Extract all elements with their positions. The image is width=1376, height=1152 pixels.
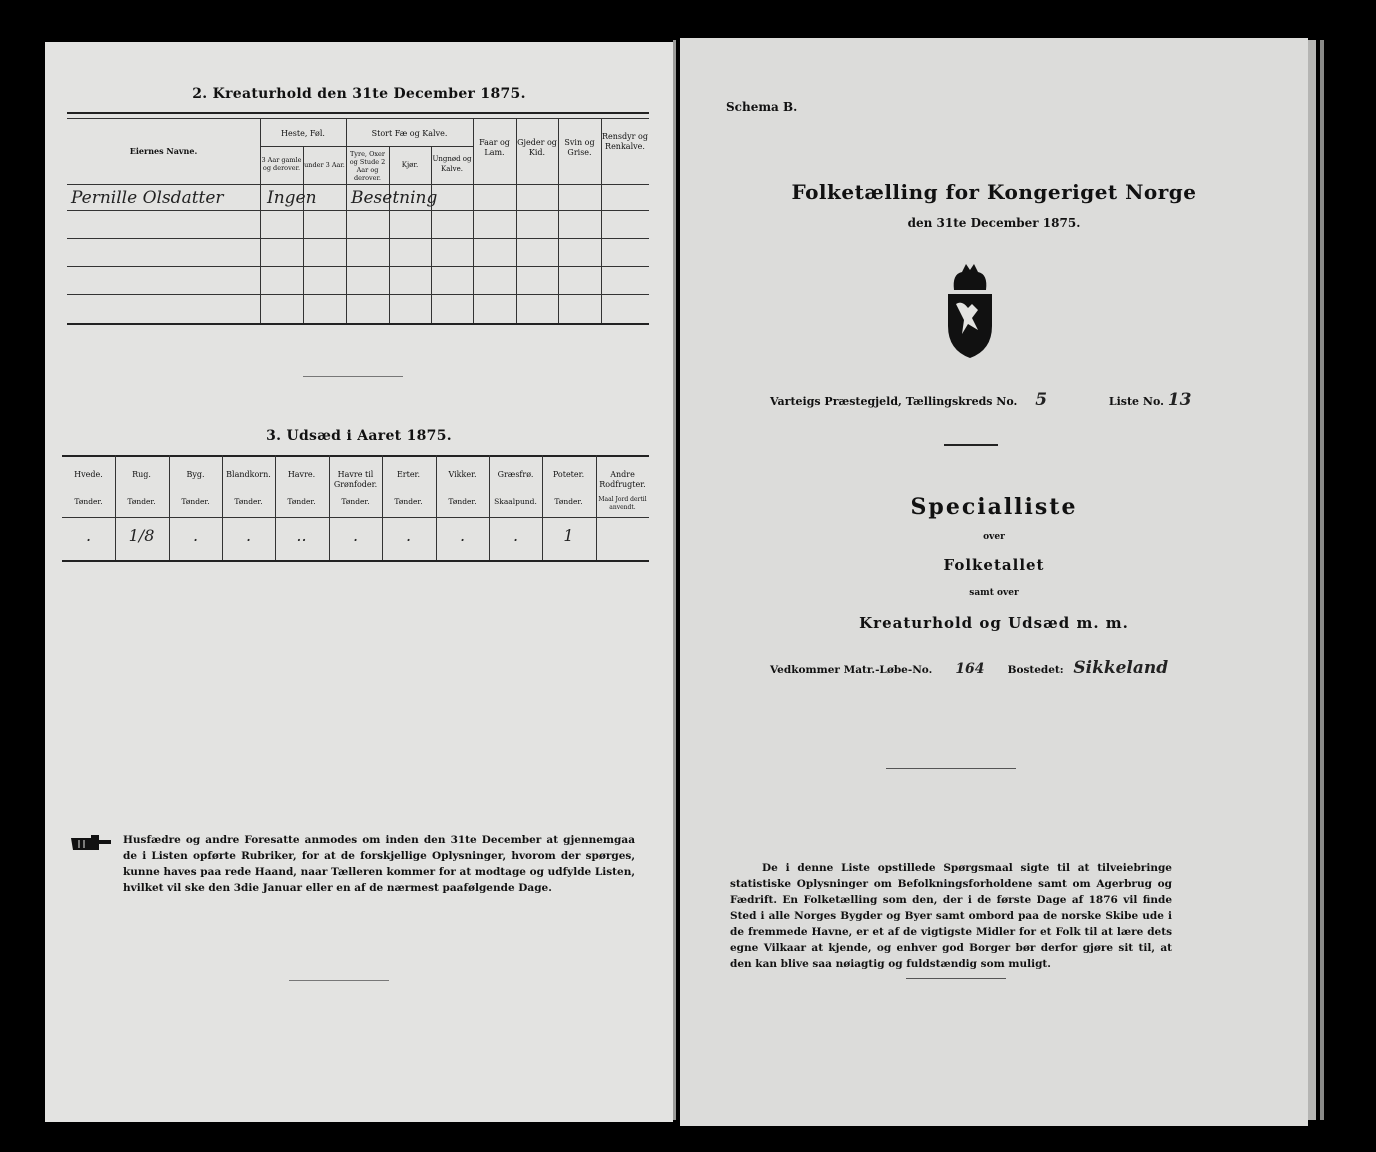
crop-unit: Tønder.: [341, 497, 370, 506]
heste-header: Heste, Føl.: [281, 129, 325, 138]
row1-heste: Ingen: [267, 188, 317, 208]
rensdyr-header: Rensdyr og Renkalve.: [602, 132, 648, 151]
crop-value: .: [85, 526, 92, 545]
notice-text: Husfædre og andre Foresatte anmodes om inden den 31te December at gjennemgaa de i Listen opførte Rubriker, for at de forskjellige Oplysninger, hvorom der spørges, kunne haves paa rede Haand, naar Tælleren kommer for at modtage og udfylde Listen, hvilket vil ske den 3die Januar eller en af de nærmest paafølgende Dage.: [123, 834, 635, 894]
crop-name: Rug.: [132, 470, 151, 479]
crop-unit: Tønder.: [74, 497, 103, 506]
liste-label: Liste No.: [1108, 395, 1164, 408]
crop-name: Poteter.: [552, 470, 585, 479]
crop-name: Erter.: [396, 470, 421, 479]
crop-name: Blandkorn.: [226, 470, 271, 479]
right-page-edge-2: [1320, 40, 1324, 1120]
crop-name: Andre Rodfrugter.: [599, 470, 646, 489]
stort-sub3: Ungnød og Kalve.: [432, 155, 472, 173]
samt-over: samt over: [969, 588, 1019, 598]
faar-header: Faar og Lam.: [479, 138, 510, 157]
matr-value: 164: [955, 661, 985, 677]
over-1: over: [983, 532, 1005, 542]
divider-3: [906, 978, 1006, 979]
kreaturhold-heading: Kreaturhold og Udsæd m. m.: [859, 614, 1129, 632]
crop-unit: Tønder.: [394, 497, 423, 506]
crop-unit: Tønder.: [287, 497, 316, 506]
heste-sub1: 3 Aar gamle og derover.: [261, 156, 302, 172]
row1-owner: Pernille Olsdatter: [71, 188, 224, 208]
crop-name: Hvede.: [74, 470, 103, 479]
crop-value: ..: [296, 526, 307, 545]
crop-unit: Skaalpund.: [494, 497, 537, 506]
left-page-edge: [673, 40, 676, 1120]
location-line: [770, 390, 1191, 410]
section3-title: 3. Udsæd i Aaret 1875.: [266, 428, 452, 444]
left-page: [45, 42, 673, 1122]
crop-value: .: [512, 526, 519, 545]
explanation-text: De i denne Liste opstillede Spørgsmaal sigte til at tilveiebringe statistiske Oplysninger om Befolkningsforholdene samt om Agerbrug og Fædrift. En Folketælling som den, der i de første Dage af 1876 vil finde Sted i alle Norges Bygder og Byer samt ombord paa de norske Skibe ude i de fremmede Havne, er et af de vigtigste Midler for et Folk til at lære dets egne Vilkaar at kjende, og enhver god Borger bør derfor gjøre sit til, at den kan blive saa nøiagtig og fuldstændig som muligt.: [730, 862, 1172, 970]
crop-unit: Tønder.: [448, 497, 477, 506]
stort-header: Stort Fæ og Kalve.: [371, 129, 448, 138]
crop-name: Græsfrø.: [497, 470, 534, 479]
crop-value: 1: [563, 526, 574, 545]
pointing-hand-icon: [69, 832, 113, 854]
right-page-edge: [1308, 40, 1316, 1120]
crop-value: .: [405, 526, 412, 545]
crop-value: .: [352, 526, 359, 545]
crop-value: 1/8: [128, 526, 155, 545]
bosted-value: Sikkeland: [1073, 658, 1169, 678]
folketallet: Folketallet: [943, 556, 1045, 574]
owner-header: Eiernes Navne.: [129, 146, 198, 156]
schema-label: Schema B.: [726, 100, 798, 114]
section2-title: 2. Kreaturhold den 31te December 1875.: [192, 86, 526, 102]
crop-unit: Tønder.: [127, 497, 156, 506]
matr-label: Vedkommer Matr.-Løbe-No.: [770, 664, 933, 676]
crop-unit: Tønder.: [181, 497, 210, 506]
prestegjeld: Varteigs Præstegjeld,: [770, 395, 902, 408]
crop-name: Havre.: [287, 470, 316, 479]
heste-sub2: under 3 Aar.: [304, 161, 345, 169]
bosted-label: Bostedet:: [1007, 664, 1064, 676]
crop-name: Vikker.: [448, 470, 477, 479]
crop-value: .: [192, 526, 199, 545]
svin-header: Svin og Grise.: [564, 138, 595, 157]
kreds-label: Tællingskreds No.: [905, 395, 1018, 408]
crop-name: Byg.: [186, 470, 205, 479]
crop-unit: Tønder.: [234, 497, 263, 506]
crop-value: .: [459, 526, 466, 545]
divider: [303, 376, 403, 377]
coat-of-arms-icon: [942, 260, 998, 360]
crop-name: Havre til Grønfoder.: [333, 470, 378, 489]
divider-2: [886, 768, 1016, 769]
liste-value: 13: [1167, 390, 1192, 410]
right-page: [680, 38, 1308, 1126]
divider: [944, 444, 998, 446]
kreds-value: 5: [1035, 390, 1048, 410]
matr-line: [770, 658, 1168, 678]
row1-stort: Besetning: [351, 188, 438, 208]
crop-unit: Maal Jord dertil anvendt.: [598, 496, 647, 511]
stort-sub2: Kjør.: [401, 161, 419, 169]
gjeder-header: Gjeder og Kid.: [517, 138, 557, 157]
crop-unit: Tønder.: [554, 497, 583, 506]
specialliste-heading: Specialliste: [910, 494, 1078, 520]
date: den 31te December 1875.: [907, 216, 1081, 230]
title: Folketælling for Kongeriget Norge: [791, 180, 1197, 204]
stort-sub1: Tyre, Oxer og Stude 2 Aar og derover.: [349, 150, 386, 182]
crop-value: .: [245, 526, 252, 545]
divider-bottom: [289, 980, 389, 981]
